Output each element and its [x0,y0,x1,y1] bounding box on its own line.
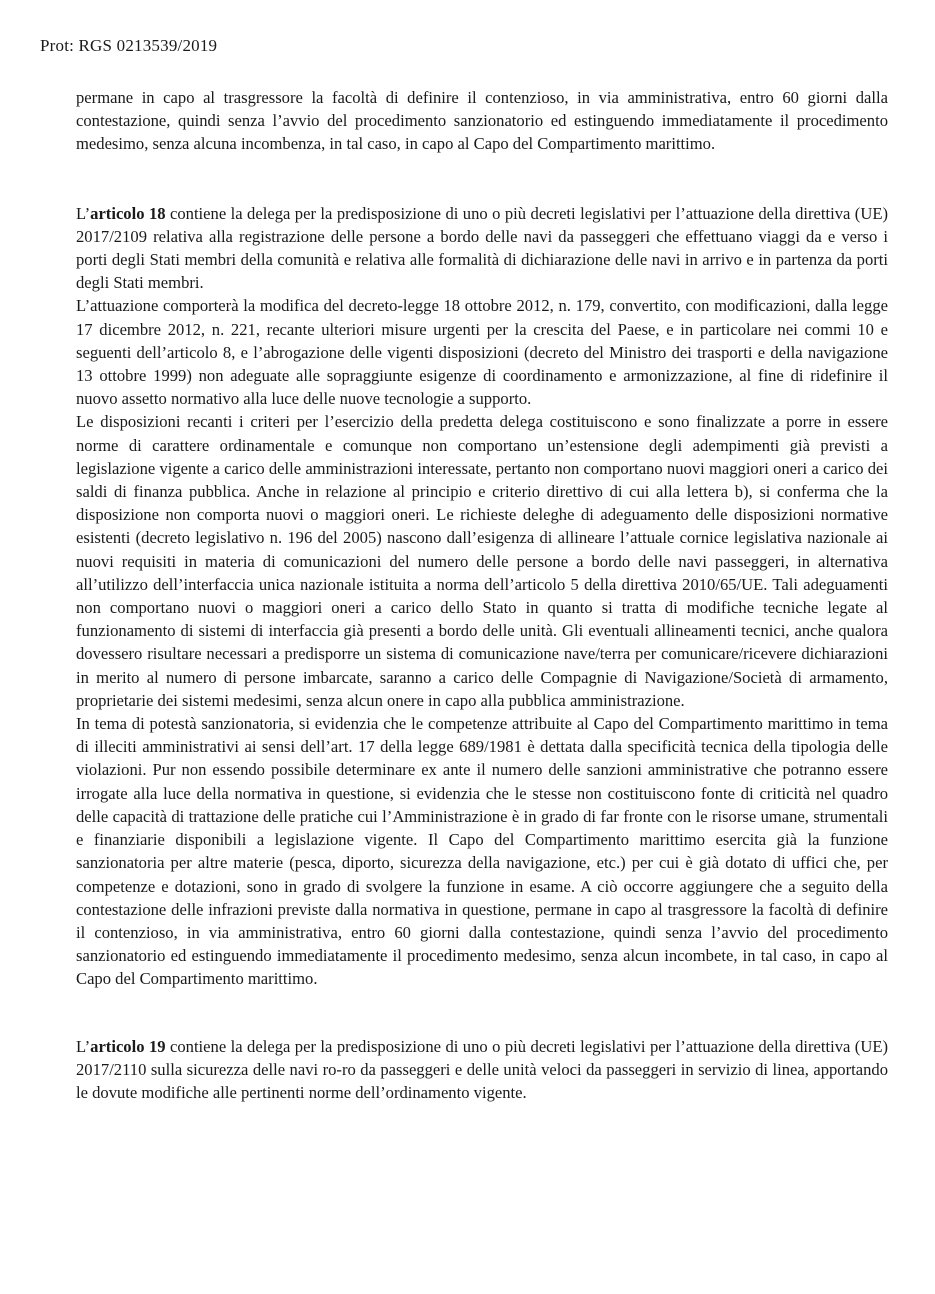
article-19-heading: articolo 19 [90,1036,166,1056]
article-18-heading: articolo 18 [90,203,166,223]
protocol-number: Prot: RGS 0213539/2019 [40,36,218,55]
document-body [76,86,888,1104]
article-19-text: contiene la delega per la predisposizione di uno o più decreti legislativi per l’attuazione della direttiva (UE) 2017/2110 sulla sicurezza delle navi ro-ro da passeggeri e delle unità veloci da passeggeri in servizio di linea, apportando le dovute modifiche alle pertinenti norme dell’ordinamento vigente. [76,1036,888,1102]
paragraph-continuation: permane in capo al trasgressore la facoltà di definire il contenzioso, in via amministrativa, entro 60 giorni dalla contestazione, quindi senza l’avvio del procedimento sanzionatorio ed estinguendo immediatamente il procedimento medesimo, senza alcuna incombenza, in tal caso, in capo al Capo del Compartimento marittimo. [76,88,888,154]
paragraph-sanctions: In tema di potestà sanzionatoria, si evidenzia che le competenze attribuite al Capo del Compartimento marittimo in tema di illeciti amministrativi ai sensi dell’art. 17 della legge 689/1981 è dettata dalla specificità tecnica della tipologia delle violazioni. Pur non essendo possibile determinare ex ante il numero delle sanzioni amministrative che potranno essere irrogate alla luce della normativa in questione, si evidenzia che le stesse non costituiscono fonte di criticità nel quadro delle capacità di trattazione delle pratiche cui l’Amministrazione è in grado di far fronte con le risorse umane, strumentali e finanziarie disponibili a legislazione vigente. Il Capo del Compartimento marittimo esercita già la funzione sanzionatoria per altre materie (pesca, diporto, sicurezza della navigazione, etc.) per cui è già dotato di uffici che, per competenze e dotazioni, sono in grado di svolgere la funzione in esame. A ciò occorre aggiungere che a seguito della contestazione delle infrazioni previste dalla normativa in questione, permane in capo al trasgressore la facoltà di definire il contenzioso, in via amministrativa, entro 60 giorni dalla contestazione, quindi senza l’avvio del procedimento sanzionatorio ed estinguendo immediatamente il procedimento medesimo, senza alcun incombete, in tal caso, in capo al Capo del Compartimento marittimo. [76,714,888,989]
paragraph-spacer [76,156,888,202]
article-18-text: contiene la delega per la predisposizione di uno o più decreti legislativi per l’attuazione della direttiva (UE) 2017/2109 relativa alla registrazione delle persone a bordo delle navi da passeggeri che effettuano viaggi da e verso i porti degli Stati membri della comunità e relativa alle formalità di dichiarazione delle navi in arrivo e in partenza da porti degli Stati membri. [76,203,888,293]
article-18-prefix: L’ [76,203,91,223]
paragraph-provisions: Le disposizioni recanti i criteri per l’esercizio della predetta delega costituiscono e sono finalizzate a porre in essere norme di carattere ordinamentale e comunque non comportano un’estensione degli adempimenti già previsti a legislazione vigente a carico delle amministrazioni interessate, pertanto non comportano nuovi maggiori oneri a carico dei saldi di finanza pubblica. Anche in relazione al principio e criterio direttivo di cui alla lettera b), si conferma che la disposizione non comporta nuovi o maggiori oneri. Le richieste deleghe di adeguamento delle disposizioni normative esistenti (decreto legislativo n. 196 del 2005) nascono dall’esigenza di allineare l’attuale cornice legislativa nazionale ai nuovi requisiti in materia di comunicazioni del numero delle persone a bordo delle navi passeggeri, in alternativa all’utilizzo dell’interfaccia unica nazionale istituita a norma dell’articolo 5 della direttiva 2010/65/UE. Tali adeguamenti non comportano nuovi o maggiori oneri a carico dello Stato in quanto si tratta di modifiche tecniche legate al funzionamento di sistemi di interfaccia già presenti a bordo delle unità. Gli eventuali allineamenti tecnici, anche qualora dovessero risultare necessari a predisporre un sistema di comunicazione nave/terra per comunicare/ricevere dichiarazioni in merito al numero di persone imbarcate, saranno a carico delle Compagnie di Navigazione/Società di armamento, proprietarie dei sistemi medesimi, senza alcun onere in capo alla pubblica amministrazione. [76,412,888,710]
paragraph-article-19 [76,1035,888,1105]
paragraph-spacer [76,991,888,1035]
article-19-prefix: L’ [76,1036,91,1056]
paragraph-implementation: L’attuazione comporterà la modifica del decreto-legge 18 ottobre 2012, n. 179, convertito, con modificazioni, dalla legge 17 dicembre 2012, n. 221, recante ulteriori misure urgenti per la crescita del Paese, e in particolare nei commi 10 e seguenti dell’articolo 8, e l’abrogazione delle vigenti disposizioni (decreto del Ministro dei trasporti e della navigazione 13 ottobre 1999) non adeguate alle sopraggiunte esigenze di coordinamento e armonizzazione, al fine di ridefinire il nuovo assetto normativo alla luce delle nuove tecnologie a supporto. [76,296,888,409]
paragraph-article-18 [76,202,888,295]
